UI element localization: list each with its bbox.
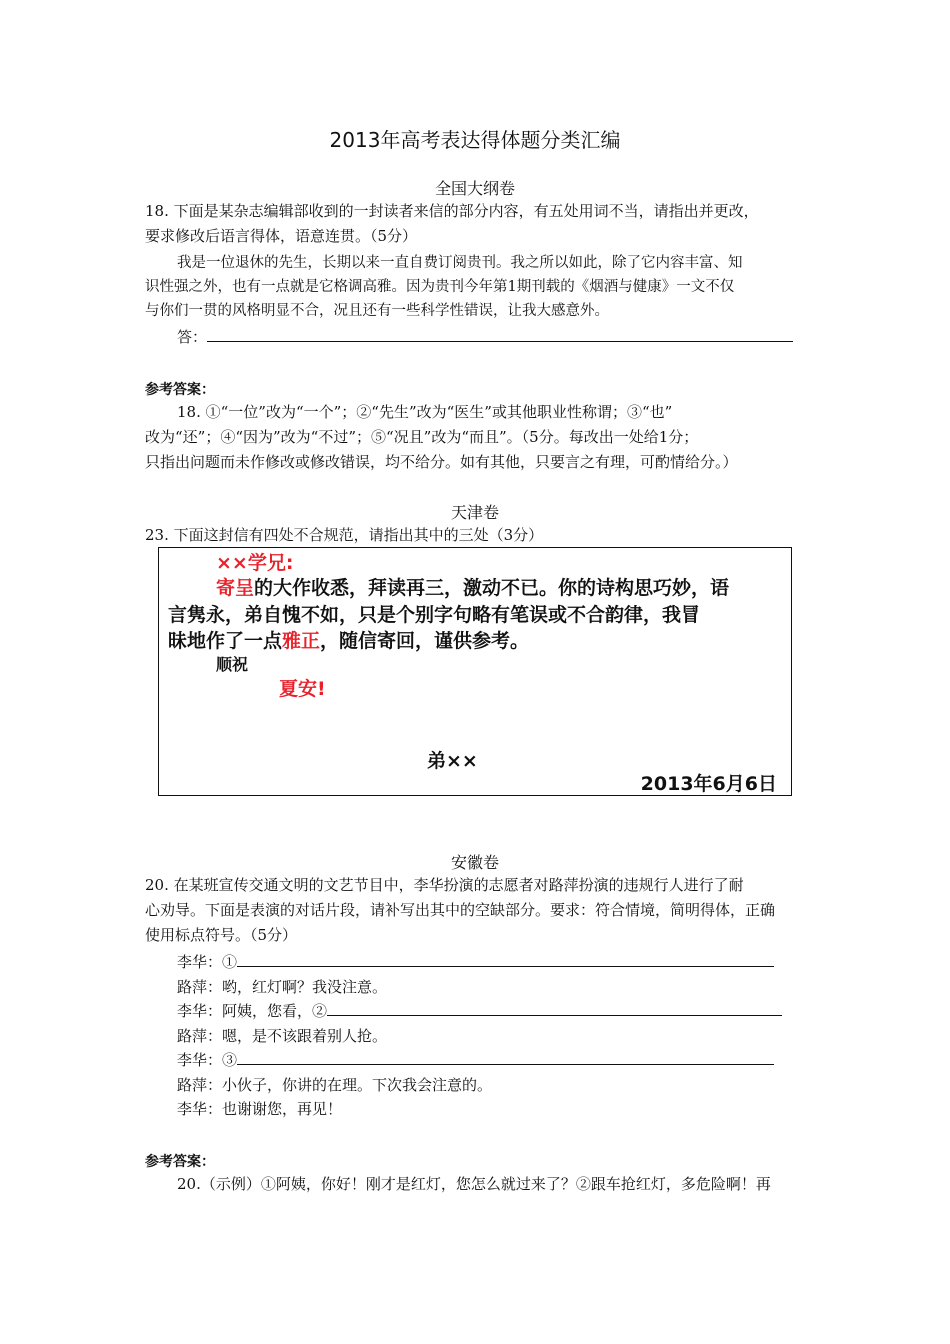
letter-error-yazheng: 雅正 (282, 630, 321, 652)
reference-answer-line-2: 改为“还”；④“因为”改为“不过”；⑤“况且”改为“而且”。（5分。每改出一处给1分； (145, 428, 699, 446)
dialog-blank-2[interactable] (327, 999, 782, 1016)
dialog-line-6: 路萍：小伙子，你讲的在理。下次我会注意的。 (177, 1076, 493, 1094)
letter-error-jicheng: 寄呈 (216, 577, 255, 599)
passage-line-3: 与你们一贯的风格明显不合，况且还有一些科学性错误，让我大感意外。 (145, 303, 609, 319)
question-23-line: 23. 下面这封信有四处不合规范，请指出其中的三处（3分） (145, 526, 544, 544)
passage-line-2: 识性强之外，也有一点就是它格调高雅。因为贵刊今年第1期刊载的《烟酒与健康》一文不仅 (145, 279, 735, 295)
letter-body-line-2: 言隽永，弟自愧不如，只是个别字句略有笔误或不合韵律，我冒 (168, 604, 701, 626)
dialog-line-2: 路萍：哟，红灯啊？我没注意。 (177, 978, 388, 996)
reference-answer-label: 参考答案： (145, 382, 215, 398)
dialog-line-4: 路萍：嗯，是不该跟着别人抢。 (177, 1027, 388, 1045)
reference-answer-line-3: 只指出问题而未作修改或修改错误，均不给分。如有其他，只要言之有理，可酌情给分。） (145, 453, 738, 471)
dialog-blank-1[interactable] (237, 950, 774, 967)
page-title: 2013年高考表达得体题分类汇编 (329, 128, 621, 152)
anhui-reference-answer-label: 参考答案： (145, 1154, 215, 1170)
question-20-line-2: 心劝导。下面是表演的对话片段，请补写出其中的空缺部分。要求：符合情境，简明得体，正确 (145, 901, 776, 919)
letter-wish: 夏安! (279, 678, 326, 700)
dialog-blank-3[interactable] (237, 1048, 774, 1065)
question-18-line-2: 要求修改后语言得体，语意连贯。（5分） (145, 227, 418, 245)
letter-body-line-1: 寄呈的大作收悉，拜读再三，激动不已。你的诗构思巧妙，语 (216, 577, 730, 599)
answer-row (177, 325, 817, 349)
question-20-line-3: 使用标点符号。（5分） (145, 926, 298, 944)
section-heading-anhui: 安徽卷 (450, 853, 499, 872)
dialog-line-1: 李华：① (177, 950, 817, 974)
dialog-line-5: 李华：③ (177, 1048, 817, 1072)
question-18-line-1: 18. 下面是某杂志编辑部收到的一封读者来信的部分内容，有五处用词不当，请指出并更改， (145, 202, 759, 220)
passage-line-1: 我是一位退休的先生，长期以来一直自费订阅贵刊。我之所以如此，除了它内容丰富、知 (177, 255, 743, 271)
dialog-line-3: 李华：阿姨，您看，② (177, 999, 817, 1023)
dialog-line-7: 李华：也谢谢您，再见！ (177, 1100, 343, 1118)
section-heading-quanguo: 全国大纲卷 (434, 179, 515, 198)
letter-body-line-3: 昧地作了一点雅正，随信寄回，谨供参考。 (168, 630, 530, 652)
letter-box (158, 547, 792, 796)
anhui-reference-answer-line-1: 20.（示例）①阿姨，你好！刚才是红灯，您怎么就过来了？②跟车抢红灯，多危险啊！再 (177, 1175, 771, 1193)
letter-closing: 顺祝 (216, 655, 249, 674)
letter-signature: 弟×× (427, 750, 478, 772)
answer-blank[interactable] (207, 325, 793, 342)
letter-salutation: ××学兄: (216, 552, 294, 574)
letter-date: 2013年6月6日 (640, 773, 777, 795)
section-heading-tianjin: 天津卷 (450, 503, 499, 522)
reference-answer-line-1: 18. ①“一位”改为“一个”；②“先生”改为“医生”或其他职业性称谓；③“也” (177, 403, 673, 421)
question-20-line-1: 20. 在某班宣传交通文明的文艺节目中，李华扮演的志愿者对路萍扮演的违规行人进行了耐 (145, 876, 744, 894)
answer-label: 答： (177, 328, 208, 346)
